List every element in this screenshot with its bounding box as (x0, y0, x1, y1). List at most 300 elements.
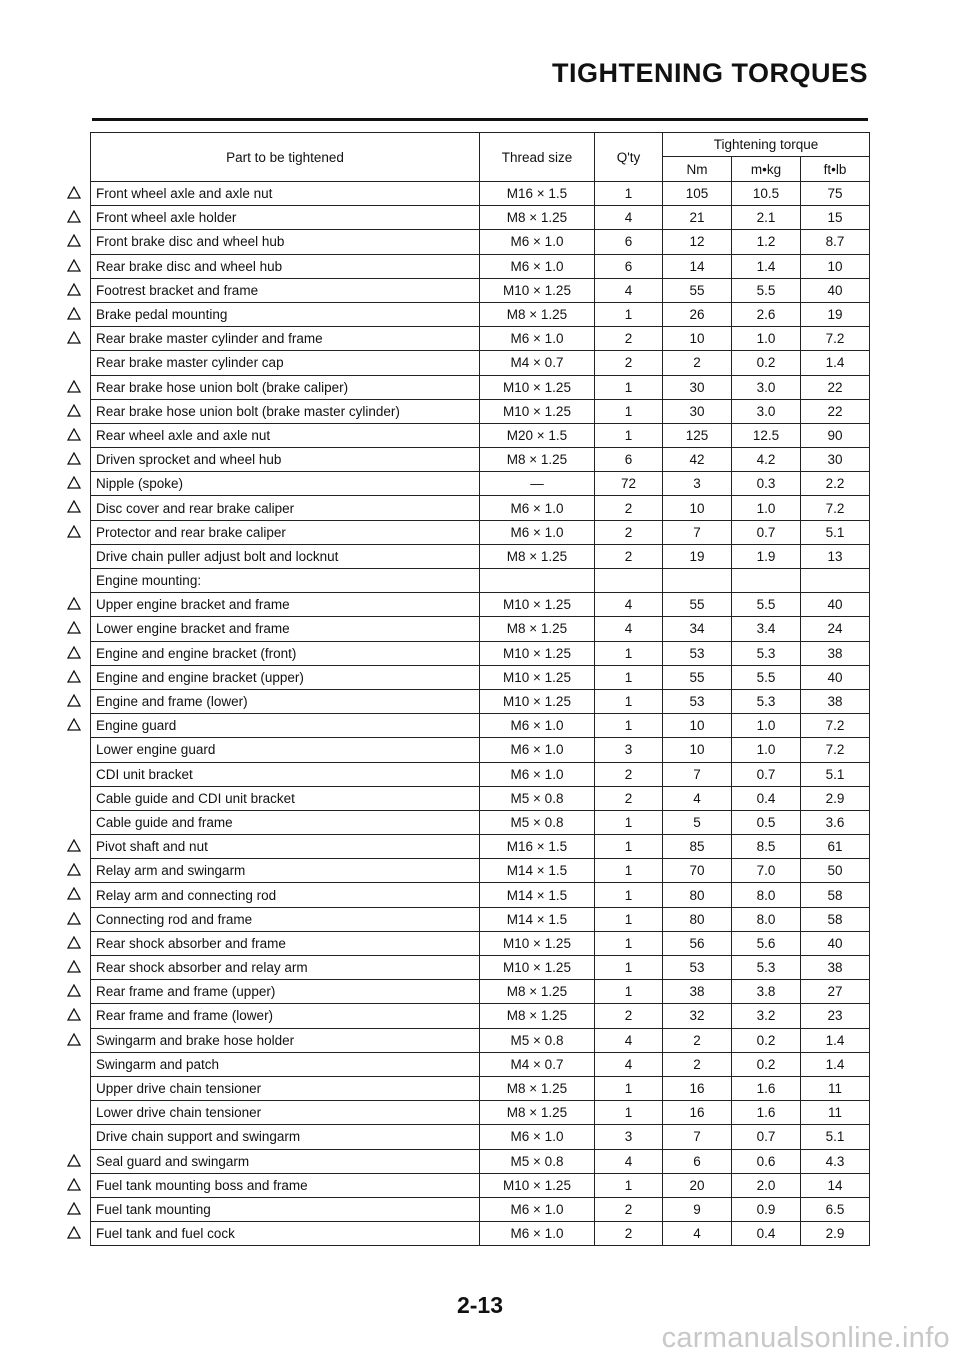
torque-nm-cell: 19 (663, 544, 732, 568)
thread-size-cell: M10 × 1.25 (480, 278, 595, 302)
thread-size-cell: M10 × 1.25 (480, 399, 595, 423)
triangle-outline-icon (67, 500, 81, 513)
part-cell (91, 738, 480, 762)
torque-ftlb-cell: 24 (801, 617, 870, 641)
torque-mkg-cell: 3.2 (732, 1004, 801, 1028)
watermark: carmanualsonline.info (661, 1322, 950, 1354)
qty-cell: 1 (595, 956, 663, 980)
part-cell (91, 859, 480, 883)
triangle-outline-icon (67, 380, 81, 393)
part-label: Fuel tank mounting boss and frame (96, 1177, 308, 1193)
table-row (91, 980, 870, 1004)
triangle-outline-icon (67, 646, 81, 659)
torque-ftlb-cell: 40 (801, 593, 870, 617)
torque-mkg-cell: 1.0 (732, 496, 801, 520)
table-row (91, 738, 870, 762)
torque-nm-cell: 3 (663, 472, 732, 496)
torque-nm-cell: 56 (663, 931, 732, 955)
torque-nm-cell: 53 (663, 641, 732, 665)
torque-mkg-cell (732, 569, 801, 593)
torque-ftlb-cell (801, 569, 870, 593)
torque-ftlb-cell: 61 (801, 835, 870, 859)
part-label: Rear brake hose union bolt (brake caliper) (96, 379, 349, 395)
qty-cell: 1 (595, 182, 663, 206)
torque-mkg-cell: 0.2 (732, 1028, 801, 1052)
triangle-outline-icon (67, 428, 81, 441)
torque-ftlb-cell: 23 (801, 1004, 870, 1028)
part-cell (91, 883, 480, 907)
torque-ftlb-cell: 5.1 (801, 762, 870, 786)
torque-ftlb-cell: 58 (801, 907, 870, 931)
triangle-outline-icon (67, 984, 81, 997)
table-row (91, 206, 870, 230)
torque-mkg-cell: 5.3 (732, 641, 801, 665)
torque-mkg-cell: 4.2 (732, 448, 801, 472)
header-thread-size: Thread size (480, 133, 595, 182)
thread-size-cell: M10 × 1.25 (480, 375, 595, 399)
torque-nm-cell: 14 (663, 254, 732, 278)
torque-nm-cell: 16 (663, 1076, 732, 1100)
part-cell (91, 593, 480, 617)
torque-nm-cell: 10 (663, 714, 732, 738)
thread-size-cell: M5 × 0.8 (480, 1028, 595, 1052)
part-cell (91, 641, 480, 665)
torque-mkg-cell: 0.4 (732, 1222, 801, 1246)
thread-size-cell: M10 × 1.25 (480, 593, 595, 617)
thread-size-cell: M14 × 1.5 (480, 883, 595, 907)
torque-nm-cell: 7 (663, 762, 732, 786)
part-cell (91, 496, 480, 520)
torque-nm-cell: 5 (663, 810, 732, 834)
triangle-outline-icon (67, 670, 81, 683)
qty-cell: 6 (595, 254, 663, 278)
part-label: Rear brake hose union bolt (brake master cylinder) (96, 403, 400, 419)
part-cell (91, 1076, 480, 1100)
torque-mkg-cell: 2.0 (732, 1173, 801, 1197)
part-cell (91, 423, 480, 447)
torque-nm-cell: 7 (663, 1125, 732, 1149)
part-label: Brake pedal mounting (96, 307, 228, 323)
torque-nm-cell: 30 (663, 375, 732, 399)
qty-cell: 1 (595, 907, 663, 931)
thread-size-cell: M10 × 1.25 (480, 956, 595, 980)
part-label: Nipple (spoke) (96, 476, 184, 492)
table-row (91, 544, 870, 568)
part-cell (91, 351, 480, 375)
title-rule (92, 118, 868, 121)
triangle-outline-icon (67, 210, 81, 223)
table-row (91, 641, 870, 665)
torque-mkg-cell: 0.7 (732, 520, 801, 544)
table-row (91, 278, 870, 302)
qty-cell: 2 (595, 786, 663, 810)
table-row (91, 617, 870, 641)
thread-size-cell: M6 × 1.0 (480, 496, 595, 520)
torque-nm-cell: 2 (663, 1052, 732, 1076)
qty-cell: 2 (595, 351, 663, 375)
torque-mkg-cell: 5.5 (732, 278, 801, 302)
header-mkg: m•kg (732, 157, 801, 182)
torque-mkg-cell: 3.0 (732, 399, 801, 423)
qty-cell: 2 (595, 762, 663, 786)
part-label: Swingarm and brake hose holder (96, 1032, 295, 1048)
table-row (91, 254, 870, 278)
torque-ftlb-cell: 4.3 (801, 1149, 870, 1173)
part-label: Front wheel axle and axle nut (96, 186, 273, 202)
thread-size-cell: M10 × 1.25 (480, 665, 595, 689)
thread-size-cell: M8 × 1.25 (480, 617, 595, 641)
torque-mkg-cell: 1.6 (732, 1101, 801, 1125)
part-label: Drive chain support and swingarm (96, 1129, 301, 1145)
torque-mkg-cell: 1.0 (732, 738, 801, 762)
torque-ftlb-cell: 38 (801, 956, 870, 980)
qty-cell: 6 (595, 230, 663, 254)
triangle-outline-icon (67, 960, 81, 973)
torque-mkg-cell: 0.4 (732, 786, 801, 810)
part-label: Rear shock absorber and frame (96, 935, 286, 951)
thread-size-cell: M6 × 1.0 (480, 1222, 595, 1246)
part-label: Pivot shaft and nut (96, 839, 208, 855)
triangle-outline-icon (67, 331, 81, 344)
torque-nm-cell: 10 (663, 738, 732, 762)
part-label: Engine guard (96, 718, 177, 734)
torque-mkg-cell: 3.8 (732, 980, 801, 1004)
part-label: Front brake disc and wheel hub (96, 234, 285, 250)
torque-ftlb-cell: 13 (801, 544, 870, 568)
torque-ftlb-cell: 15 (801, 206, 870, 230)
torque-mkg-cell: 0.9 (732, 1197, 801, 1221)
table-row (91, 351, 870, 375)
part-cell (91, 1149, 480, 1173)
qty-cell: 1 (595, 665, 663, 689)
table-row (91, 1197, 870, 1221)
part-label: Engine mounting: (96, 573, 202, 589)
table-row (91, 520, 870, 544)
part-cell (91, 520, 480, 544)
torque-ftlb-cell: 22 (801, 375, 870, 399)
part-cell (91, 375, 480, 399)
qty-cell: 2 (595, 1197, 663, 1221)
part-cell (91, 1028, 480, 1052)
torque-mkg-cell: 8.0 (732, 883, 801, 907)
triangle-outline-icon (67, 887, 81, 900)
torque-nm-cell: 55 (663, 278, 732, 302)
torque-nm-cell: 53 (663, 689, 732, 713)
table-row (91, 496, 870, 520)
table-row (91, 399, 870, 423)
table-row (91, 1222, 870, 1246)
thread-size-cell: M6 × 1.0 (480, 738, 595, 762)
part-cell (91, 1197, 480, 1221)
torque-nm-cell: 30 (663, 399, 732, 423)
part-cell (91, 714, 480, 738)
part-label: Fuel tank and fuel cock (96, 1226, 235, 1242)
torque-mkg-cell: 8.5 (732, 835, 801, 859)
qty-cell: 72 (595, 472, 663, 496)
torque-mkg-cell: 1.4 (732, 254, 801, 278)
table-row (91, 569, 870, 593)
torque-ftlb-cell: 27 (801, 980, 870, 1004)
qty-cell: 2 (595, 1222, 663, 1246)
header-nm: Nm (663, 157, 732, 182)
table-row (91, 931, 870, 955)
torque-ftlb-cell: 75 (801, 182, 870, 206)
table-row (91, 835, 870, 859)
triangle-outline-icon (67, 1033, 81, 1046)
torque-ftlb-cell: 7.2 (801, 496, 870, 520)
part-label: CDI unit bracket (96, 766, 193, 782)
torque-mkg-cell: 1.2 (732, 230, 801, 254)
part-cell (91, 544, 480, 568)
qty-cell: 1 (595, 883, 663, 907)
table-row (91, 810, 870, 834)
thread-size-cell: M8 × 1.25 (480, 1101, 595, 1125)
thread-size-cell: M6 × 1.0 (480, 520, 595, 544)
part-cell (91, 1222, 480, 1246)
qty-cell: 1 (595, 859, 663, 883)
thread-size-cell: M4 × 0.7 (480, 1052, 595, 1076)
thread-size-cell: M20 × 1.5 (480, 423, 595, 447)
torque-table-body (91, 182, 870, 1246)
torque-nm-cell: 80 (663, 907, 732, 931)
part-label: Lower engine guard (96, 742, 216, 758)
thread-size-cell: M6 × 1.0 (480, 1197, 595, 1221)
part-cell (91, 810, 480, 834)
part-cell (91, 230, 480, 254)
part-cell (91, 206, 480, 230)
torque-nm-cell: 9 (663, 1197, 732, 1221)
thread-size-cell: M6 × 1.0 (480, 254, 595, 278)
torque-ftlb-cell: 19 (801, 302, 870, 326)
torque-ftlb-cell: 3.6 (801, 810, 870, 834)
torque-nm-cell (663, 569, 732, 593)
torque-ftlb-cell: 1.4 (801, 351, 870, 375)
part-cell (91, 786, 480, 810)
torque-nm-cell: 4 (663, 1222, 732, 1246)
part-label: Drive chain puller adjust bolt and locknut (96, 548, 339, 564)
torque-nm-cell: 55 (663, 593, 732, 617)
part-label: Engine and engine bracket (front) (96, 645, 297, 661)
torque-mkg-cell: 0.2 (732, 1052, 801, 1076)
qty-cell: 2 (595, 496, 663, 520)
torque-mkg-cell: 5.3 (732, 689, 801, 713)
part-cell (91, 254, 480, 278)
triangle-outline-icon (67, 525, 81, 538)
table-row (91, 1101, 870, 1125)
qty-cell (595, 569, 663, 593)
qty-cell: 2 (595, 1004, 663, 1028)
torque-mkg-cell: 1.0 (732, 714, 801, 738)
qty-cell: 1 (595, 714, 663, 738)
thread-size-cell: M10 × 1.25 (480, 641, 595, 665)
torque-nm-cell: 16 (663, 1101, 732, 1125)
part-label: Protector and rear brake caliper (96, 524, 286, 540)
qty-cell: 3 (595, 738, 663, 762)
table-row (91, 1173, 870, 1197)
qty-cell: 1 (595, 810, 663, 834)
thread-size-cell: M10 × 1.25 (480, 931, 595, 955)
torque-nm-cell: 4 (663, 786, 732, 810)
table-row (91, 786, 870, 810)
torque-ftlb-cell: 7.2 (801, 327, 870, 351)
torque-mkg-cell: 0.7 (732, 1125, 801, 1149)
torque-nm-cell: 125 (663, 423, 732, 447)
torque-ftlb-cell: 5.1 (801, 520, 870, 544)
part-cell (91, 907, 480, 931)
qty-cell: 1 (595, 423, 663, 447)
torque-table (90, 132, 870, 1246)
torque-ftlb-cell: 38 (801, 641, 870, 665)
part-cell (91, 472, 480, 496)
triangle-outline-icon (67, 912, 81, 925)
torque-ftlb-cell: 2.9 (801, 1222, 870, 1246)
torque-nm-cell: 85 (663, 835, 732, 859)
qty-cell: 1 (595, 835, 663, 859)
torque-mkg-cell: 10.5 (732, 182, 801, 206)
header-tightening-torque: Tightening torque (663, 133, 870, 157)
torque-mkg-cell: 1.0 (732, 327, 801, 351)
triangle-outline-icon (67, 863, 81, 876)
part-cell (91, 931, 480, 955)
torque-mkg-cell: 0.5 (732, 810, 801, 834)
table-row (91, 956, 870, 980)
qty-cell: 1 (595, 302, 663, 326)
qty-cell: 3 (595, 1125, 663, 1149)
thread-size-cell: M14 × 1.5 (480, 859, 595, 883)
torque-mkg-cell: 0.3 (732, 472, 801, 496)
triangle-outline-icon (67, 621, 81, 634)
part-label: Lower engine bracket and frame (96, 621, 290, 637)
torque-ftlb-cell: 40 (801, 665, 870, 689)
torque-mkg-cell: 5.6 (732, 931, 801, 955)
triangle-outline-icon (67, 234, 81, 247)
triangle-outline-icon (67, 936, 81, 949)
torque-nm-cell: 26 (663, 302, 732, 326)
torque-ftlb-cell: 38 (801, 689, 870, 713)
table-row (91, 1028, 870, 1052)
torque-nm-cell: 105 (663, 182, 732, 206)
part-label: Upper engine bracket and frame (96, 597, 290, 613)
qty-cell: 1 (595, 399, 663, 423)
table-row (91, 689, 870, 713)
torque-mkg-cell: 8.0 (732, 907, 801, 931)
part-label: Rear wheel axle and axle nut (96, 427, 271, 443)
qty-cell: 1 (595, 980, 663, 1004)
thread-size-cell: M8 × 1.25 (480, 1076, 595, 1100)
thread-size-cell: M6 × 1.0 (480, 327, 595, 351)
part-cell (91, 980, 480, 1004)
part-cell (91, 448, 480, 472)
table-row (91, 883, 870, 907)
thread-size-cell: M14 × 1.5 (480, 907, 595, 931)
torque-mkg-cell: 2.1 (732, 206, 801, 230)
torque-ftlb-cell: 6.5 (801, 1197, 870, 1221)
table-row (91, 327, 870, 351)
triangle-outline-icon (67, 1178, 81, 1191)
part-label: Relay arm and connecting rod (96, 887, 277, 903)
part-label: Engine and frame (lower) (96, 694, 248, 710)
torque-nm-cell: 55 (663, 665, 732, 689)
table-row (91, 302, 870, 326)
table-row (91, 1052, 870, 1076)
torque-ftlb-cell: 2.9 (801, 786, 870, 810)
torque-mkg-cell: 1.6 (732, 1076, 801, 1100)
part-label: Connecting rod and frame (96, 911, 253, 927)
triangle-outline-icon (67, 1202, 81, 1215)
torque-nm-cell: 38 (663, 980, 732, 1004)
qty-cell: 4 (595, 593, 663, 617)
torque-mkg-cell: 1.9 (732, 544, 801, 568)
part-label: Swingarm and patch (96, 1056, 220, 1072)
part-cell (91, 1052, 480, 1076)
table-row (91, 907, 870, 931)
qty-cell: 4 (595, 278, 663, 302)
torque-mkg-cell: 3.4 (732, 617, 801, 641)
thread-size-cell: M16 × 1.5 (480, 182, 595, 206)
part-label: Footrest bracket and frame (96, 282, 259, 298)
torque-ftlb-cell: 7.2 (801, 738, 870, 762)
qty-cell: 1 (595, 689, 663, 713)
page-title: TIGHTENING TORQUES (551, 58, 868, 88)
part-cell (91, 1125, 480, 1149)
qty-cell: 1 (595, 1173, 663, 1197)
torque-mkg-cell: 5.3 (732, 956, 801, 980)
torque-nm-cell: 10 (663, 327, 732, 351)
torque-nm-cell: 6 (663, 1149, 732, 1173)
torque-nm-cell: 34 (663, 617, 732, 641)
torque-ftlb-cell: 40 (801, 931, 870, 955)
thread-size-cell: M6 × 1.0 (480, 230, 595, 254)
part-cell (91, 689, 480, 713)
table-row (91, 1125, 870, 1149)
torque-mkg-cell: 12.5 (732, 423, 801, 447)
torque-nm-cell: 53 (663, 956, 732, 980)
part-cell (91, 762, 480, 786)
torque-nm-cell: 21 (663, 206, 732, 230)
thread-size-cell: M8 × 1.25 (480, 206, 595, 230)
torque-ftlb-cell: 90 (801, 423, 870, 447)
table-row (91, 448, 870, 472)
table-row (91, 714, 870, 738)
qty-cell: 2 (595, 327, 663, 351)
thread-size-cell: M16 × 1.5 (480, 835, 595, 859)
qty-cell: 4 (595, 206, 663, 230)
page-number: 2-13 (456, 1292, 504, 1318)
thread-size-cell: M4 × 0.7 (480, 351, 595, 375)
triangle-outline-icon (67, 259, 81, 272)
torque-mkg-cell: 0.2 (732, 351, 801, 375)
part-cell (91, 399, 480, 423)
torque-ftlb-cell: 14 (801, 1173, 870, 1197)
torque-nm-cell: 10 (663, 496, 732, 520)
qty-cell: 4 (595, 1149, 663, 1173)
header-qty: Q'ty (595, 133, 663, 182)
part-cell (91, 1173, 480, 1197)
triangle-outline-icon (67, 1008, 81, 1021)
thread-size-cell: M5 × 0.8 (480, 810, 595, 834)
torque-mkg-cell: 3.0 (732, 375, 801, 399)
thread-size-cell: M8 × 1.25 (480, 448, 595, 472)
part-label: Cable guide and CDI unit bracket (96, 790, 295, 806)
table-row (91, 472, 870, 496)
part-cell (91, 182, 480, 206)
torque-nm-cell: 80 (663, 883, 732, 907)
part-label: Cable guide and frame (96, 814, 233, 830)
torque-mkg-cell: 0.7 (732, 762, 801, 786)
torque-ftlb-cell: 11 (801, 1101, 870, 1125)
torque-nm-cell: 20 (663, 1173, 732, 1197)
part-cell (91, 302, 480, 326)
